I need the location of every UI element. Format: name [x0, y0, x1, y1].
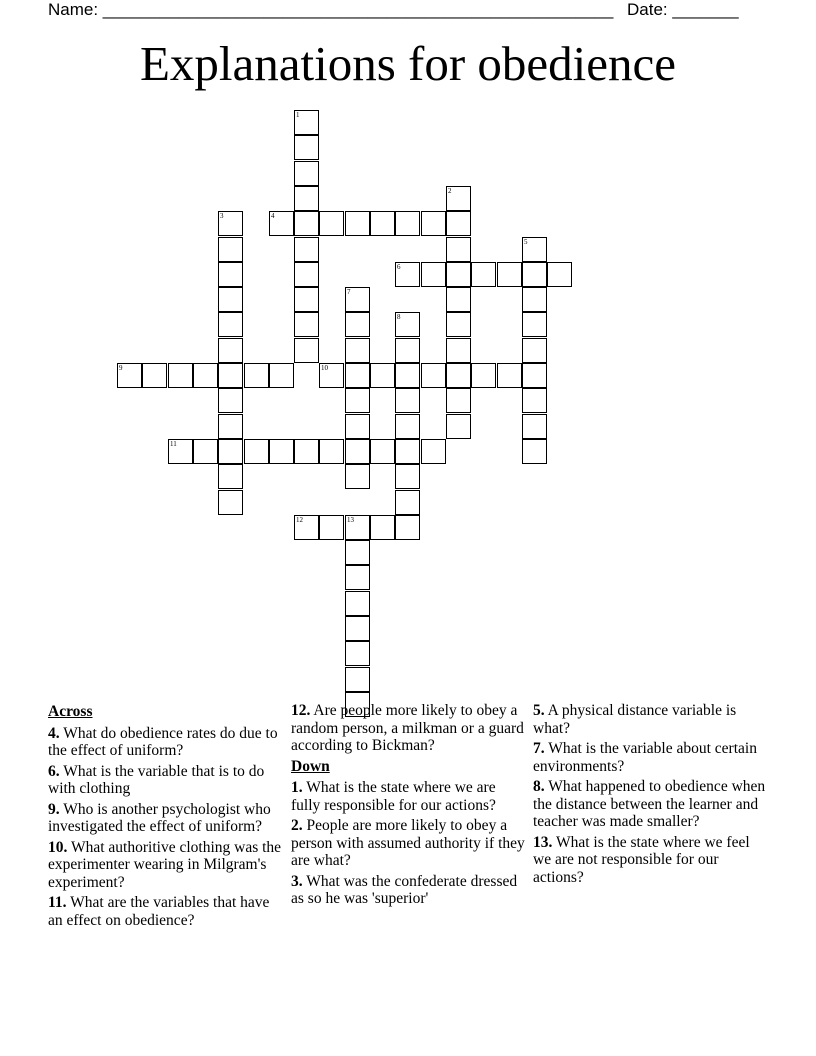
- clue-number-label: 8: [397, 313, 401, 321]
- clue-number-label: 3: [220, 212, 224, 220]
- clue-number: 11.: [48, 894, 67, 911]
- crossword-cell[interactable]: [522, 338, 547, 363]
- date-field-line: Date: _______: [627, 0, 739, 19]
- clue-item: [533, 740, 769, 775]
- clue-number: 4.: [48, 724, 60, 742]
- clue-item: [533, 834, 769, 887]
- clue-item: [291, 817, 527, 870]
- crossword-cell[interactable]: [319, 439, 344, 464]
- crossword-cell[interactable]: [370, 211, 395, 236]
- clue-number-label: 1: [296, 111, 300, 119]
- crossword-cell[interactable]: [395, 490, 420, 515]
- crossword-cell[interactable]: [244, 363, 269, 388]
- crossword-cell[interactable]: [370, 363, 395, 388]
- clue-item: [48, 839, 284, 892]
- clue-number-label: 4: [271, 212, 275, 220]
- crossword-cell[interactable]: [142, 363, 167, 388]
- crossword-cell[interactable]: [193, 363, 218, 388]
- crossword-cell[interactable]: [522, 312, 547, 337]
- crossword-cell[interactable]: [345, 287, 370, 312]
- crossword-cell[interactable]: [446, 237, 471, 262]
- crossword-cell[interactable]: [345, 338, 370, 363]
- crossword-cell[interactable]: [218, 237, 243, 262]
- across-heading: Across: [48, 703, 93, 720]
- clue-item: [291, 873, 527, 908]
- crossword-cell[interactable]: [294, 110, 319, 135]
- clue-number: 7.: [533, 740, 545, 757]
- crossword-cell[interactable]: [345, 363, 370, 388]
- crossword-cell[interactable]: [421, 439, 446, 464]
- crossword-cell[interactable]: [395, 439, 420, 464]
- crossword-cell[interactable]: [522, 414, 547, 439]
- crossword-cell[interactable]: [446, 388, 471, 413]
- clue-number: 13.: [533, 833, 553, 851]
- clue-number-label: 5: [524, 238, 528, 246]
- crossword-cell[interactable]: [446, 211, 471, 236]
- clue-column-2: [291, 702, 527, 911]
- crossword-cell[interactable]: [218, 388, 243, 413]
- crossword-cell[interactable]: [446, 414, 471, 439]
- crossword-cell[interactable]: [319, 515, 344, 540]
- crossword-cell[interactable]: [218, 464, 243, 489]
- clue-item: [48, 725, 284, 760]
- clue-item: [48, 894, 284, 929]
- clue-text: What authoritive clothing was the experimenter wearing in Milgram's experiment?: [48, 838, 282, 891]
- clue-text: What are the variables that have an effect on obedience?: [48, 894, 270, 929]
- crossword-cell[interactable]: [294, 287, 319, 312]
- crossword-cell[interactable]: [345, 439, 370, 464]
- crossword-cell[interactable]: [345, 667, 370, 692]
- crossword-cell[interactable]: [395, 388, 420, 413]
- crossword-cell[interactable]: [218, 211, 243, 236]
- page-title: Explanations for obedience: [139, 36, 677, 91]
- clue-item: [48, 801, 284, 836]
- clue-number: 3.: [291, 872, 303, 890]
- crossword-cell[interactable]: [294, 186, 319, 211]
- crossword-cell[interactable]: [218, 439, 243, 464]
- clue-text: What do obedience rates do due to the effect of uniform?: [48, 724, 278, 759]
- crossword-cell[interactable]: [294, 515, 319, 540]
- crossword-cell[interactable]: [193, 439, 218, 464]
- crossword-cell[interactable]: [294, 211, 319, 236]
- crossword-cell[interactable]: [168, 363, 193, 388]
- crossword-cell[interactable]: [446, 312, 471, 337]
- crossword-cell[interactable]: [269, 211, 294, 236]
- name-field-line: Name: ______________________________________________________: [48, 0, 614, 19]
- clue-text: What happened to obedience when the distance between the learner and teacher was made smaller?: [533, 778, 766, 830]
- clue-number: 12.: [291, 702, 311, 719]
- crossword-cell[interactable]: [446, 186, 471, 211]
- crossword-cell[interactable]: [522, 287, 547, 312]
- clue-number-label: 12: [296, 516, 303, 524]
- crossword-cell[interactable]: [421, 363, 446, 388]
- clue-text: People are more likely to obey a person with assumed authority if they are what?: [291, 817, 525, 869]
- clue-number: 5.: [533, 702, 545, 719]
- clue-number-label: 2: [448, 187, 452, 195]
- crossword-cell[interactable]: [395, 363, 420, 388]
- crossword-cell[interactable]: [446, 262, 471, 287]
- crossword-cell[interactable]: [497, 262, 522, 287]
- clue-number: 6.: [48, 762, 60, 780]
- crossword-cell[interactable]: [446, 363, 471, 388]
- crossword-cell[interactable]: [471, 262, 496, 287]
- clue-item: [291, 702, 527, 755]
- crossword-cell[interactable]: [345, 565, 370, 590]
- clue-number-label: 10: [321, 364, 328, 372]
- crossword-cell[interactable]: [497, 363, 522, 388]
- crossword-cell[interactable]: [395, 211, 420, 236]
- crossword-cell[interactable]: [294, 237, 319, 262]
- crossword-cell[interactable]: [319, 363, 344, 388]
- clue-number: 10.: [48, 838, 68, 856]
- clue-number-label: 7: [347, 288, 351, 296]
- crossword-cell[interactable]: [345, 211, 370, 236]
- clue-item: [533, 702, 769, 737]
- crossword-cell[interactable]: [168, 439, 193, 464]
- crossword-cell[interactable]: [244, 439, 269, 464]
- clue-number: 1.: [291, 779, 303, 796]
- clue-text: Who is another psychologist who investigated the effect of uniform?: [48, 800, 271, 835]
- clue-column-1: [48, 702, 284, 932]
- crossword-cell[interactable]: [218, 490, 243, 515]
- crossword-cell[interactable]: [294, 161, 319, 186]
- clue-number: 9.: [48, 800, 60, 818]
- crossword-cell[interactable]: [547, 262, 572, 287]
- crossword-cell[interactable]: [218, 414, 243, 439]
- clue-text: A physical distance variable is what?: [533, 702, 737, 737]
- crossword-cell[interactable]: [370, 439, 395, 464]
- crossword-cell[interactable]: [522, 439, 547, 464]
- crossword-cell[interactable]: [218, 312, 243, 337]
- crossword-cell[interactable]: [345, 312, 370, 337]
- crossword-cell[interactable]: [345, 388, 370, 413]
- crossword-cell[interactable]: [345, 540, 370, 565]
- clue-number: 2.: [291, 817, 303, 834]
- down-heading: Down: [291, 757, 330, 775]
- crossword-cell[interactable]: [269, 439, 294, 464]
- crossword-cell[interactable]: [395, 262, 420, 287]
- crossword-cell[interactable]: [395, 312, 420, 337]
- crossword-cell[interactable]: [218, 287, 243, 312]
- crossword-cell[interactable]: [395, 464, 420, 489]
- crossword-cell[interactable]: [294, 312, 319, 337]
- crossword-cell[interactable]: [117, 363, 142, 388]
- crossword-cell[interactable]: [294, 439, 319, 464]
- crossword-cell[interactable]: [294, 135, 319, 160]
- clue-column-3: [533, 702, 769, 889]
- clue-text: Are people more likely to obey a random person, a milkman or a guard according to Bickman?: [291, 702, 524, 754]
- clue-text: What is the variable about certain environments?: [533, 740, 757, 775]
- clue-number: 8.: [533, 778, 545, 795]
- crossword-cell[interactable]: [421, 211, 446, 236]
- clue-text: What is the state where we feel we are not responsible for our actions?: [533, 833, 750, 886]
- crossword-cell[interactable]: [269, 363, 294, 388]
- crossword-cell[interactable]: [345, 515, 370, 540]
- clue-item: [48, 763, 284, 798]
- crossword-cell[interactable]: [218, 338, 243, 363]
- clue-number-label: 11: [170, 440, 177, 448]
- crossword-cell[interactable]: [345, 464, 370, 489]
- clue-text: What is the variable that is to do with clothing: [48, 762, 265, 797]
- clue-number-label: 6: [397, 263, 401, 271]
- clue-item: [291, 779, 527, 814]
- crossword-cell[interactable]: [446, 287, 471, 312]
- crossword-cell[interactable]: [522, 363, 547, 388]
- crossword-cell[interactable]: [218, 262, 243, 287]
- clue-text: What is the state where we are fully responsible for our actions?: [291, 779, 496, 814]
- crossword-cell[interactable]: [218, 363, 243, 388]
- crossword-cell[interactable]: [370, 515, 395, 540]
- crossword-cell[interactable]: [471, 363, 496, 388]
- clue-text: What was the confederate dressed as so he was 'superior': [291, 872, 518, 907]
- crossword-cell[interactable]: [522, 388, 547, 413]
- crossword-cell[interactable]: [294, 262, 319, 287]
- crossword-cell[interactable]: [345, 641, 370, 666]
- clue-number-label: 9: [119, 364, 123, 372]
- crossword-cell[interactable]: [294, 338, 319, 363]
- crossword-cell[interactable]: [522, 237, 547, 262]
- crossword-cell[interactable]: [446, 338, 471, 363]
- crossword-cell[interactable]: [345, 591, 370, 616]
- crossword-cell[interactable]: [395, 338, 420, 363]
- crossword-cell[interactable]: [522, 262, 547, 287]
- crossword-cell[interactable]: [421, 262, 446, 287]
- crossword-cell[interactable]: [319, 211, 344, 236]
- clue-number-label: 13: [347, 516, 354, 524]
- crossword-cell[interactable]: [345, 414, 370, 439]
- clue-item: [533, 778, 769, 831]
- crossword-cell[interactable]: [395, 414, 420, 439]
- crossword-cell[interactable]: [395, 515, 420, 540]
- crossword-cell[interactable]: [345, 616, 370, 641]
